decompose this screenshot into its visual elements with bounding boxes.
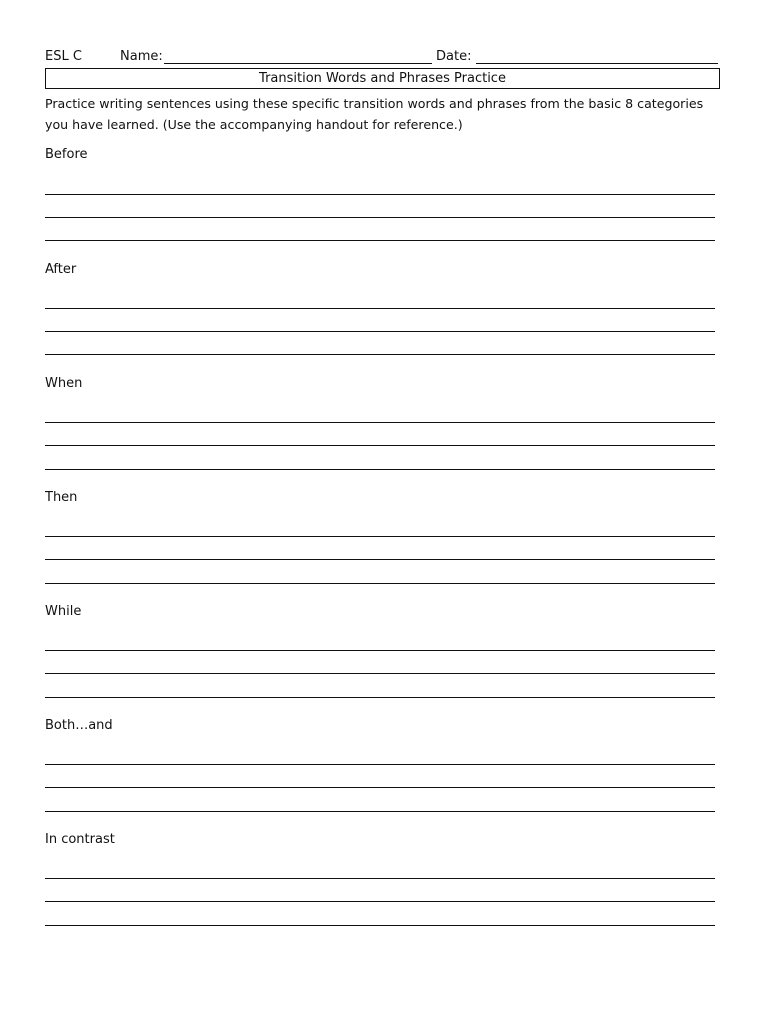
writing-line[interactable] — [45, 650, 715, 651]
writing-line[interactable] — [45, 331, 715, 332]
name-blank-line[interactable] — [164, 63, 432, 64]
section-label: After — [45, 262, 77, 277]
section-label: In contrast — [45, 832, 115, 847]
writing-line[interactable] — [45, 811, 715, 812]
section-label: Then — [45, 490, 78, 505]
writing-line[interactable] — [45, 697, 715, 698]
writing-line[interactable] — [45, 308, 715, 309]
section-label: Both…and — [45, 718, 113, 733]
section-label: Before — [45, 147, 88, 162]
writing-line[interactable] — [45, 764, 715, 765]
writing-line[interactable] — [45, 354, 715, 355]
name-label: Name: — [120, 49, 163, 64]
date-blank-line[interactable] — [476, 63, 718, 64]
worksheet-header — [45, 48, 721, 66]
writing-line[interactable] — [45, 787, 715, 788]
writing-line[interactable] — [45, 878, 715, 879]
writing-line[interactable] — [45, 901, 715, 902]
writing-line[interactable] — [45, 559, 715, 560]
worksheet-title: Transition Words and Phrases Practice — [45, 68, 720, 89]
section-label: When — [45, 376, 83, 391]
instructions-text: Practice writing sentences using these specific transition words and phrases from the basic 8 categories you have learned. (Use the accompanying handout for reference.) — [45, 96, 704, 132]
date-label: Date: — [436, 49, 472, 64]
writing-line[interactable] — [45, 673, 715, 674]
writing-line[interactable] — [45, 445, 715, 446]
writing-line[interactable] — [45, 469, 715, 470]
writing-line[interactable] — [45, 217, 715, 218]
class-label: ESL C — [45, 49, 82, 64]
writing-line[interactable] — [45, 925, 715, 926]
writing-line[interactable] — [45, 583, 715, 584]
writing-line[interactable] — [45, 194, 715, 195]
section-label: While — [45, 604, 82, 619]
writing-line[interactable] — [45, 422, 715, 423]
writing-line[interactable] — [45, 536, 715, 537]
writing-line[interactable] — [45, 240, 715, 241]
